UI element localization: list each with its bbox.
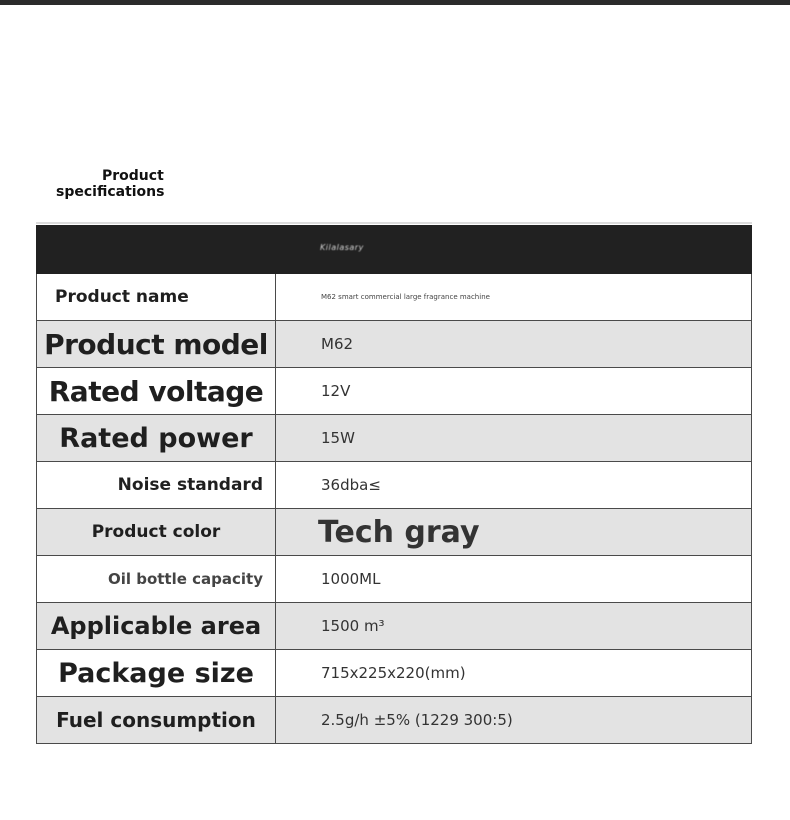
table-row [37, 415, 752, 462]
spec-value: 715x225x220(mm) [276, 650, 752, 697]
table-row [37, 556, 752, 603]
table-row [37, 603, 752, 650]
table-row [37, 509, 752, 556]
section-title-line2: specifications [56, 184, 165, 200]
top-rule [0, 0, 790, 5]
table-row [37, 697, 752, 744]
table-header-band [36, 225, 752, 274]
header-band-text: Kilalasary [320, 243, 364, 252]
spec-value: 1000ML [276, 556, 752, 603]
spec-value: 2.5g/h ±5% (1229 300:5) [276, 697, 752, 744]
spec-value: Tech gray [276, 509, 752, 556]
spec-label: Package size [37, 650, 276, 697]
spec-label: Product model [37, 321, 276, 368]
spec-value: 12V [276, 368, 752, 415]
spec-value: M62 smart commercial large fragrance machine [276, 274, 752, 321]
section-title-line1: Product [102, 168, 164, 184]
spec-table [36, 274, 752, 744]
table-row [37, 368, 752, 415]
spec-label: Product color [37, 509, 276, 556]
table-row [37, 650, 752, 697]
spec-value: 1500 m³ [276, 603, 752, 650]
spec-label: Noise standard [37, 462, 276, 509]
spec-value: 15W [276, 415, 752, 462]
divider [36, 222, 752, 224]
spec-label: Applicable area [37, 603, 276, 650]
spec-label: Product name [37, 274, 276, 321]
spec-value: 36dba≤ [276, 462, 752, 509]
spec-label: Oil bottle capacity [37, 556, 276, 603]
spec-label: Fuel consumption [37, 697, 276, 744]
spec-label: Rated power [37, 415, 276, 462]
spec-label: Rated voltage [37, 368, 276, 415]
table-row [37, 321, 752, 368]
table-row [37, 274, 752, 321]
section-title [34, 165, 174, 205]
table-row [37, 462, 752, 509]
spec-value: M62 [276, 321, 752, 368]
